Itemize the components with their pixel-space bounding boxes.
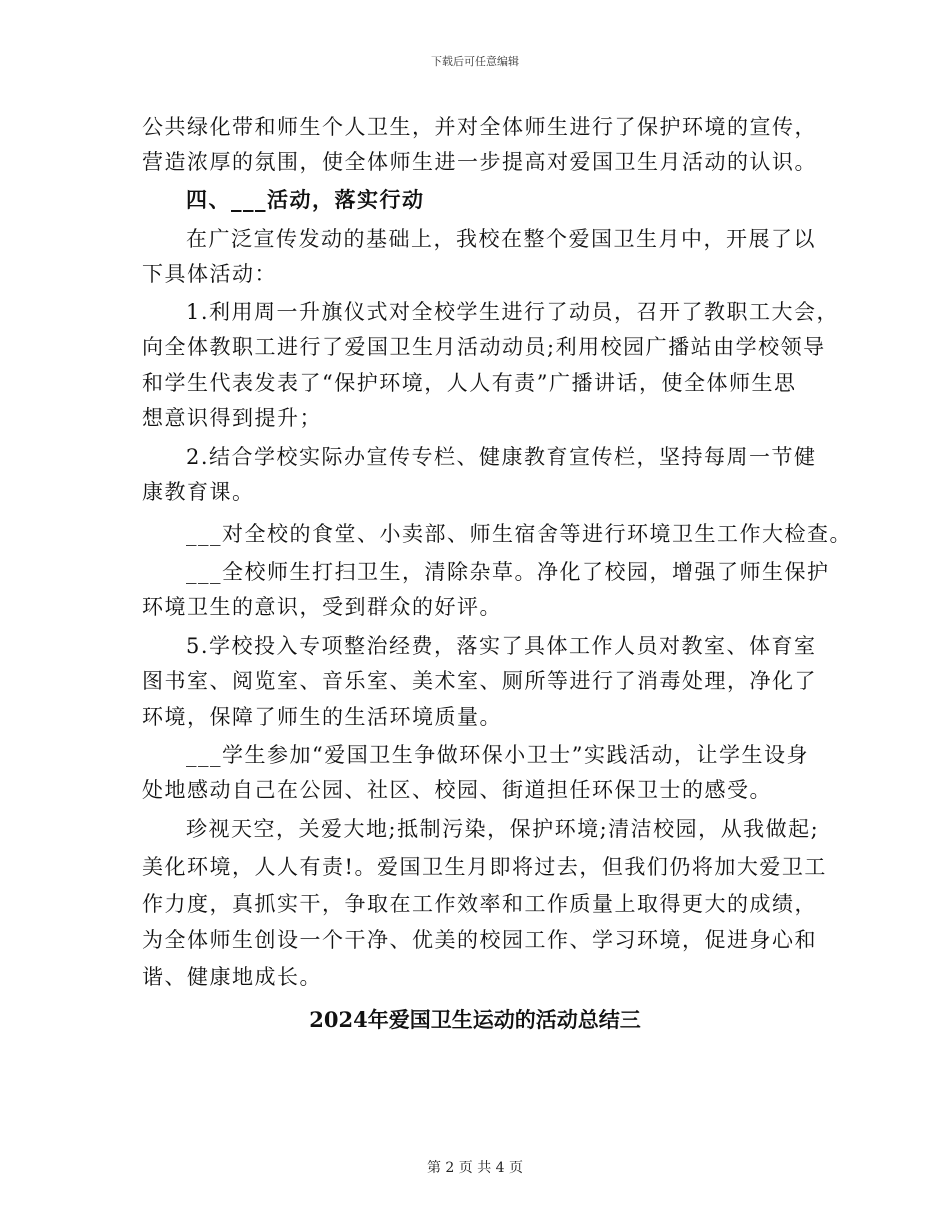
section-heading: 四、___活动，落实行动 (186, 187, 425, 212)
text-line: 图书室、阅览室、音乐室、美术室、厕所等进行了消毒处理，净化了 (142, 669, 817, 693)
text-line: 下具体活动： (142, 262, 277, 286)
text-line: 环境卫生的意识，受到群众的好评。 (142, 595, 502, 619)
section-title: 2024年爱国卫生运动的活动总结三 (309, 1007, 641, 1032)
page-header: 下载后可任意编辑 (431, 55, 519, 68)
text-line: 公共绿化带和师生个人卫生，并对全体师生进行了保护环境的宣传， (142, 115, 817, 139)
text-line: ___学生参加“爱国卫生争做环保小卫士”实践活动，让学生设身 (186, 743, 809, 767)
page-footer: 第 2 页 共 4 页 (426, 1160, 524, 1176)
text-line: 作力度，真抓实干，争取在工作效率和工作质量上取得更大的成绩， (142, 892, 817, 916)
text-line: 2.结合学校实际办宣传专栏、健康教育宣传栏，坚持每周一节健 (186, 445, 817, 469)
text-line: 营造浓厚的氛围，使全体师生进一步提高对爱国卫生月活动的认识。 (142, 150, 817, 174)
text-line: 谐、健康地成长。 (142, 965, 322, 989)
text-line: 想意识得到提升； (142, 406, 322, 430)
text-line: 为全体师生创设一个干净、优美的校园工作、学习环境，促进身心和 (142, 928, 817, 952)
text-line: 康教育课。 (142, 480, 255, 504)
text-line: 5.学校投入专项整治经费，落实了具体工作人员对教室、体育室 (186, 634, 817, 658)
text-line: 美化环境，人人有责!。爱国卫生月即将过去，但我们仍将加大爱卫工 (142, 855, 827, 879)
text-line: 向全体教职工进行了爱国卫生月活动动员;利用校园广播站由学校领导 (142, 335, 826, 359)
text-line: 和学生代表发表了“保护环境，人人有责”广播讲话，使全体师生思 (142, 371, 797, 395)
text-line: 1.利用周一升旗仪式对全校学生进行了动员，召开了教职工大会， (186, 300, 840, 324)
text-line: 珍视天空，关爱大地;抵制污染，保护环境;清洁校园，从我做起; (186, 817, 820, 841)
text-line: 在广泛宣传发动的基础上，我校在整个爱国卫生月中，开展了以 (186, 227, 816, 251)
text-line: ___全校师生打扫卫生，清除杂草。净化了校园，增强了师生保护 (186, 560, 830, 584)
text-line: ___对全校的食堂、小卖部、师生宿舍等进行环境卫生工作大检查。 (186, 522, 852, 546)
text-line: 环境，保障了师生的生活环境质量。 (142, 705, 502, 729)
text-line: 处地感动自己在公园、社区、校园、街道担任环保卫士的感受。 (142, 778, 772, 802)
